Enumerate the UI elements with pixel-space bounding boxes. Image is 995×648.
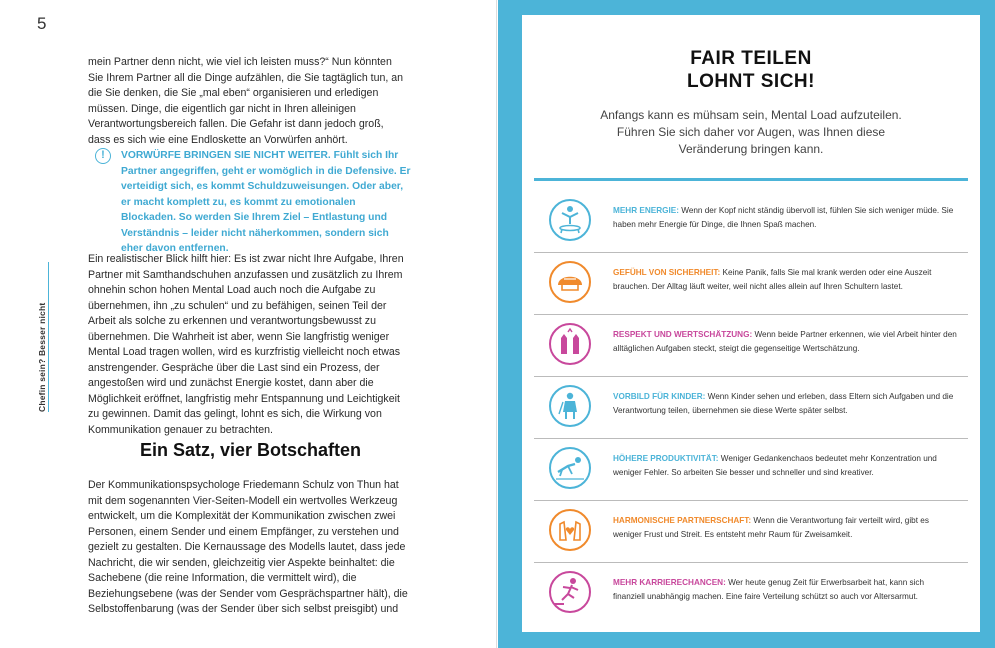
page-number: 5	[37, 14, 47, 33]
exclamation-icon: !	[95, 148, 111, 164]
hero-child-icon	[548, 384, 592, 428]
paragraph-2: Ein realistischer Blick hilft hier: Es ist zwar nicht Ihre Aufgabe, Ihren Partner mit Samthandschuhen anzufassen und zusätzlich zu Ihrem ohnehin schon hohen Mental Load auch noch die Aufgabe zu übernehmen, ihn „zu schulen“ und zu befähigen, seinen Teil der Arbeit als solche zu erkennen und verantwortungsbewusst zu übernehmen. Die Wahrheit ist aber, wenn Sie langfristig weniger Mental Load tragen wollen, wird es kurzfristig vielleicht noch etwas anstrengender. Gespräche über die Last sind ein Prozess, der angestoßen wird und zunächst Energie kostet, dann aber die Möglichkeit eröffnet, langfristig mehr Entspannung und Leichtigkeit zu gewinnen. Damit das gelingt, lohnt es sich, die Wirkung von Kommunikation genauer zu betrachten.	[88, 253, 404, 437]
flying-person-icon	[548, 446, 592, 490]
benefit-text	[613, 390, 958, 418]
runner-icon	[548, 570, 592, 614]
benefit-title: HARMONISCHE PARTNERSCHAFT:	[613, 516, 752, 525]
benefit-description: Wenn der Kopf nicht ständig übervoll ist, fühlen Sie sich weniger müde. Sie haben mehr Energie für Dinge, die Ihnen Spaß machen.	[613, 206, 954, 229]
benefit-title: MEHR ENERGIE:	[613, 206, 679, 215]
section-heading: Ein Satz, vier Botschaften	[139, 440, 362, 460]
benefit-description: Wenn Kinder sehen und erleben, dass Eltern sich Aufgaben und die Verantwortung teilen, übernehmen sie diese Werte später selbst.	[613, 392, 954, 415]
benefit-description: Wenn beide Partner erkennen, wie viel Arbeit hinter den alltäglichen Aufgaben steckt, steigt die gegenseitige Wertschätzung.	[613, 330, 957, 353]
left-page	[0, 0, 497, 648]
hands-heart-icon	[548, 508, 592, 552]
card-title	[522, 47, 980, 93]
callout-text: VORWÜRFE BRINGEN SIE NICHT WEITER. Fühlt sich Ihr Partner angegriffen, geht er womöglich in die Defensive. Er verteidigt sich, es kommt Schuldzuweisungen. Oder aber, er macht komplett zu, es kommt zu emotionalen Blockaden. So werden Sie Ihrem Ziel – Entlastung und Verständnis – leider nicht näherkommen, sondern sich eher davon entfernen.	[121, 150, 411, 255]
benefit-text	[613, 328, 958, 356]
benefit-title: HÖHERE PRODUKTIVITÄT:	[613, 454, 719, 463]
benefit-career	[534, 563, 968, 625]
benefit-title: MEHR KARRIERECHANCEN:	[613, 578, 726, 587]
benefit-role-model	[534, 377, 968, 439]
side-label-text: Chefin sein? Besser nicht	[37, 302, 47, 412]
side-label	[35, 262, 49, 412]
paragraph-1: mein Partner denn nicht, wie viel ich leisten muss?“ Nun könnten Sie Ihrem Partner all die Dinge aufzählen, die Sie tagtäglich tun, an die Sie denken, die Sie „mal eben“ organisieren und erledigen müssen. Dinge, die eigentlich gar nicht in Ihren alleinigen Verantwortungsbereich fallen. Die Gefahr ist dann jedoch groß, dass es sich wie eine Endloskette an Vorwürfen anhört.	[88, 56, 404, 146]
paragraph-3: Der Kommunikationspsychologe Friedemann Schulz von Thun hat mit dem sogenannten Vier-Seiten-Modell ein wertvolles Werkzeug entwickelt, um die Komplexität der Kommunikation zwischen zwei Personen, einem Sender und einem Empfänger, zu verstehen und gezielt zu gestalten. Die Kernaussage des Modells lautet, dass jede Nachricht, die wir senden, gleichzeitig vier Aspekte beinhaltet: die Sachebene (die reine Information, die vermittelt wird), die Beziehungsebene (was der Sender vom Gesprächspartner hält), die Selbstoffenbarung (was der Sender über sich selbst preisgibt) und	[88, 479, 408, 616]
info-card	[522, 15, 980, 632]
card-divider	[534, 178, 968, 181]
benefit-title: VORBILD FÜR KINDER:	[613, 392, 706, 401]
benefit-description: Wenn die Verantwortung fair verteilt wird, gibt es weniger Frust und Streit. Es entsteht mehr Raum für Zweisamkeit.	[613, 516, 929, 539]
side-divider	[48, 262, 49, 412]
high-five-icon	[548, 322, 592, 366]
benefit-description: Wer heute genug Zeit für Erwerbsarbeit hat, kann sich finanziell unabhängig machen. Eine faire Verteilung schützt so auch vor Altersarmut.	[613, 578, 925, 601]
benefit-energy	[534, 191, 968, 253]
benefit-text	[613, 204, 958, 232]
trampoline-icon	[548, 198, 592, 242]
benefit-partnership	[534, 501, 968, 563]
right-page	[498, 0, 995, 648]
card-intro: Anfangs kann es mühsam sein, Mental Load aufzuteilen. Führen Sie sich daher vor Augen, was Ihnen diese Veränderung bringen kann.	[600, 108, 902, 156]
benefit-title: RESPEKT UND WERTSCHÄTZUNG:	[613, 330, 753, 339]
benefit-text	[613, 452, 958, 480]
card-title-line-1: FAIR TEILEN	[690, 48, 812, 69]
benefit-description: Weniger Gedankenchaos bedeutet mehr Konzentration und weniger Fehler. So arbeiten Sie besser und schneller und sind kreativer.	[613, 454, 937, 477]
benefit-text	[613, 514, 958, 542]
benefit-title: GEFÜHL VON SICHERHEIT:	[613, 268, 721, 277]
helmet-icon	[548, 260, 592, 304]
card-title-line-2: LOHNT SICH!	[687, 71, 815, 92]
benefit-description: Keine Panik, falls Sie mal krank werden oder eine Auszeit brauchen. Der Alltag läuft weiter, weil nicht alles allein auf Ihren Schultern lastet.	[613, 268, 932, 291]
benefit-productivity	[534, 439, 968, 501]
benefit-text	[613, 266, 958, 294]
benefit-security	[534, 253, 968, 315]
benefit-respect	[534, 315, 968, 377]
benefit-text	[613, 576, 958, 604]
